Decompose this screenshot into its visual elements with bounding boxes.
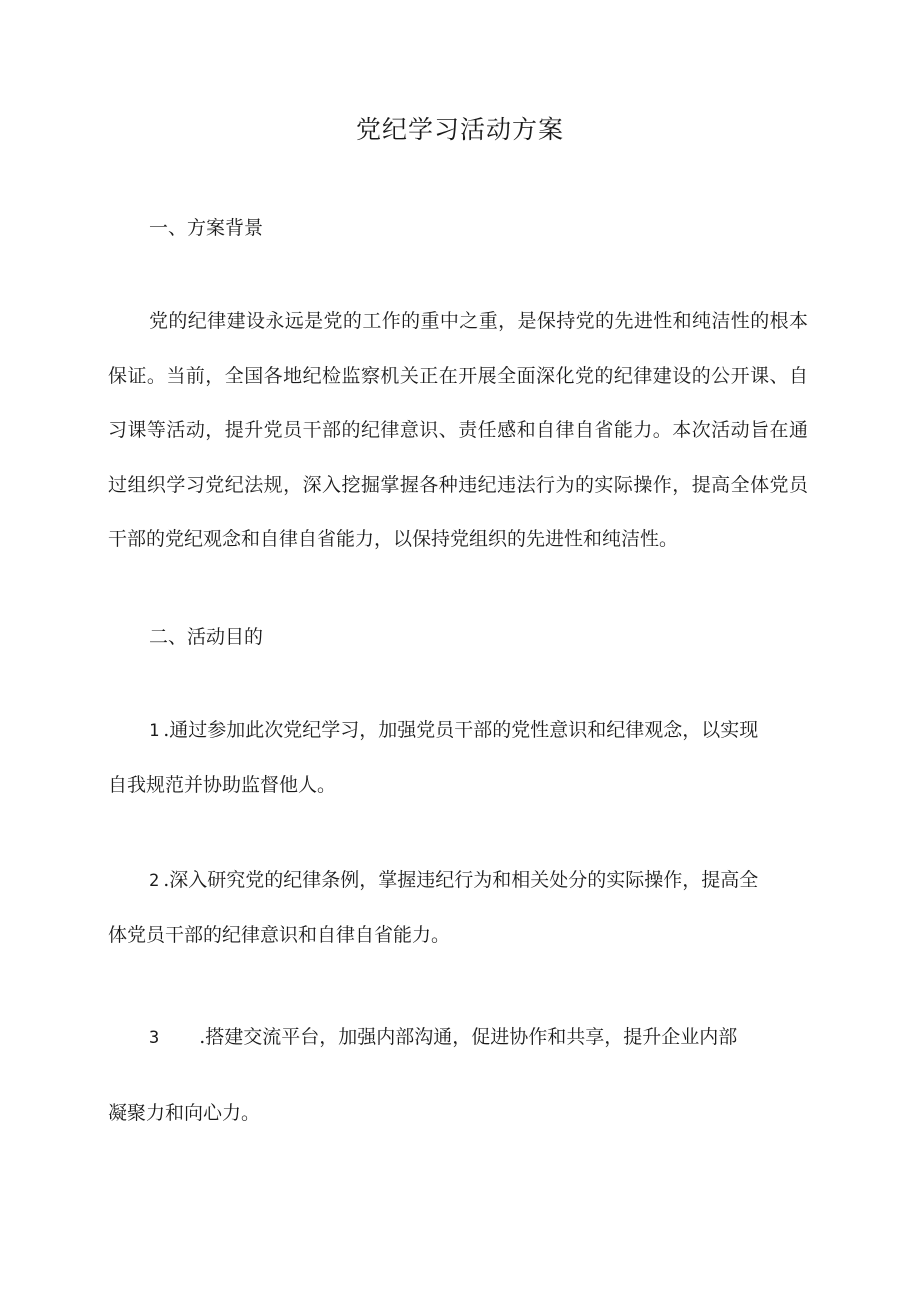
purpose-item-3-number: 3 bbox=[149, 1028, 160, 1048]
purpose-item-1-first-line bbox=[108, 703, 808, 758]
purpose-item-2-continuation: 体党员干部的纪律意识和自律自省能力。 bbox=[108, 924, 451, 946]
purpose-item-1-number: 1 bbox=[149, 721, 160, 741]
purpose-item-3-continuation: 凝聚力和向心力。 bbox=[108, 1102, 261, 1124]
section-heading-purpose: 二、活动目的 bbox=[149, 626, 264, 648]
purpose-item-3 bbox=[108, 1010, 808, 1140]
purpose-item-2 bbox=[108, 853, 808, 962]
purpose-item-2-first-line bbox=[108, 853, 808, 908]
background-paragraph: 党的纪律建设永远是党的工作的重中之重，是保持党的先进性和纯洁性的根本保证。当前，全国各地纪检监察机关正在开展全面深化党的纪律建设的公开课、自习课等活动，提升党员干部的纪律意识、责任感和自律自省能力。本次活动旨在通过组织学习党纪法规，深入挖掘掌握各种违纪违法行为的实际操作，提高全体党员干部的党纪观念和自律自省能力，以保持党组织的先进性和纯洁性。 bbox=[108, 310, 808, 550]
section-heading-background: 一、方案背景 bbox=[149, 217, 264, 239]
purpose-item-2-number: 2 bbox=[149, 871, 160, 891]
purpose-item-3-first-line bbox=[108, 1010, 808, 1065]
purpose-item-1-text: .通过参加此次党纪学习，加强党员干部的党性意识和纪律观念，以实现 bbox=[163, 719, 759, 741]
purpose-item-1 bbox=[108, 703, 808, 812]
document-title: 党纪学习活动方案 bbox=[355, 115, 564, 144]
purpose-item-2-text: .深入研究党的纪律条例，掌握违纪行为和相关处分的实际操作，提高全 bbox=[163, 869, 759, 891]
purpose-item-3-text: .搭建交流平台，加强内部沟通，促进协作和共享，提升企业内部 bbox=[199, 1026, 738, 1048]
purpose-item-1-continuation: 自我规范并协助监督他人。 bbox=[108, 774, 337, 796]
